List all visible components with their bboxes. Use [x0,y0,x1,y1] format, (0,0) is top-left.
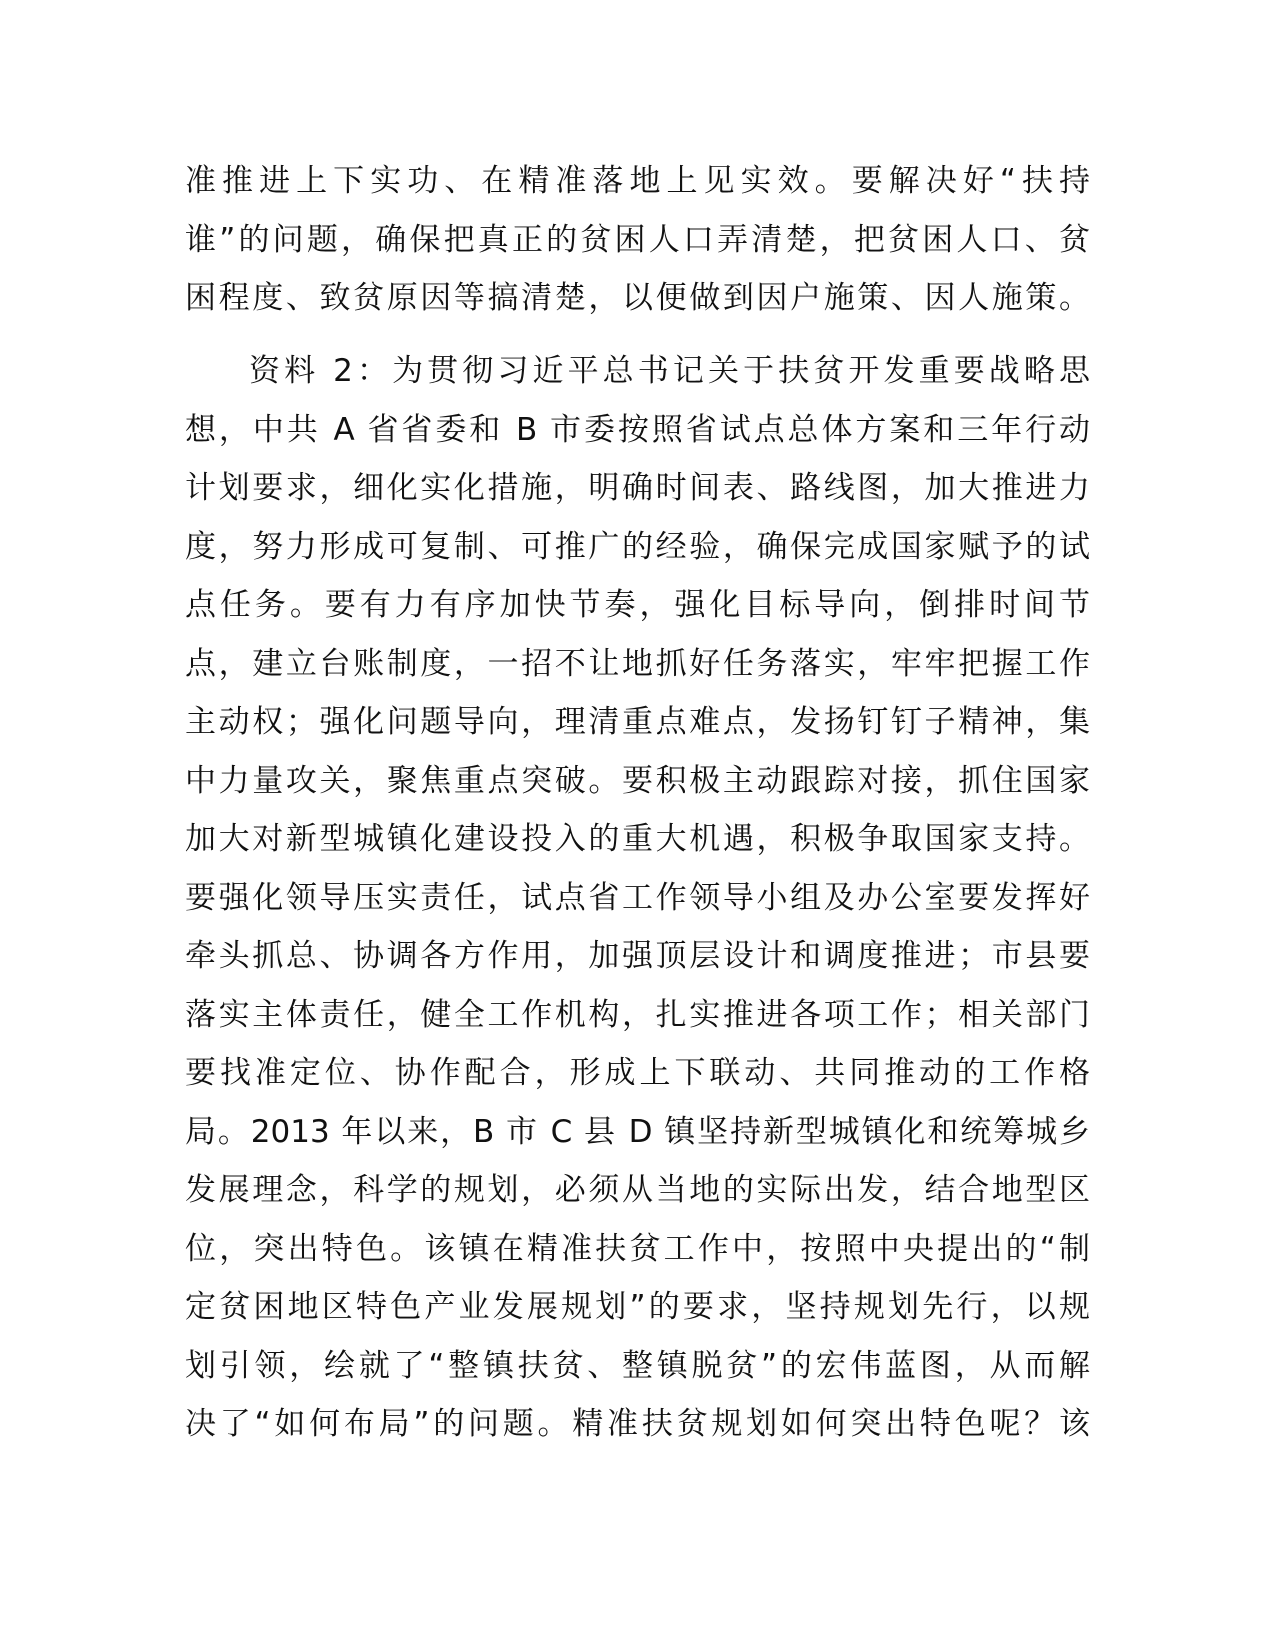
paragraph-material-2 [185,342,1090,1454]
text-line: 想，中共 A 省省委和 B 市委按照省试点总体方案和三年行动 [185,411,1090,448]
text-line: 中力量攻关，聚焦重点突破。要积极主动跟踪对接，抓住国家 [185,762,1090,799]
text-line: 谁”的问题，确保把真正的贫困人口弄清楚，把贫困人口、贫 [185,221,1090,258]
text-line: 准推进上下实功、在精准落地上见实效。要解决好“扶持 [185,163,1090,199]
text-line: 度，努力形成可复制、可推广的经验，确保完成国家赋予的试 [185,528,1090,565]
text-line: 落实主体责任，健全工作机构，扎实推进各项工作；相关部门 [185,996,1090,1033]
text-line: 划引领，绘就了“整镇扶贫、整镇脱贫”的宏伟蓝图，从而解 [185,1347,1090,1384]
paragraph-continued [185,152,1090,328]
text-line: 要强化领导压实责任，试点省工作领导小组及办公室要发挥好 [185,879,1090,916]
text-line: 点，建立台账制度，一招不让地抓好任务落实，牢牢把握工作 [185,645,1090,682]
text-line: 计划要求，细化实化措施，明确时间表、路线图，加大推进力 [185,470,1090,506]
text-line: 定贫困地区特色产业发展规划”的要求，坚持规划先行，以规 [185,1289,1090,1325]
text-line: 加大对新型城镇化建设投入的重大机遇，积极争取国家支持。 [185,821,1090,857]
text-line: 牵头抓总、协调各方作用，加强顶层设计和调度推进；市县要 [185,938,1090,974]
text-line: 决了“如何布局”的问题。精准扶贫规划如何突出特色呢？该 [185,1406,1090,1442]
text-line: 发展理念，科学的规划，必须从当地的实际出发，结合地型区 [185,1172,1090,1208]
text-line: 主动权；强化问题导向，理清重点难点，发扬钉钉子精神，集 [185,704,1090,740]
text-line: 要找准定位、协作配合，形成上下联动、共同推动的工作格 [185,1055,1090,1091]
text-line: 困程度、致贫原因等搞清楚，以便做到因户施策、因人施策。 [185,280,1090,316]
text-line: 局。2013 年以来，B 市 C 县 D 镇坚持新型城镇化和统筹城乡 [185,1113,1090,1150]
text-line: 资料 2：为贯彻习近平总书记关于扶贫开发重要战略思 [249,353,1090,389]
text-line: 位，突出特色。该镇在精准扶贫工作中，按照中央提出的“制 [185,1230,1090,1267]
text-line: 点任务。要有力有序加快节奏，强化目标导向，倒排时间节 [185,587,1090,623]
